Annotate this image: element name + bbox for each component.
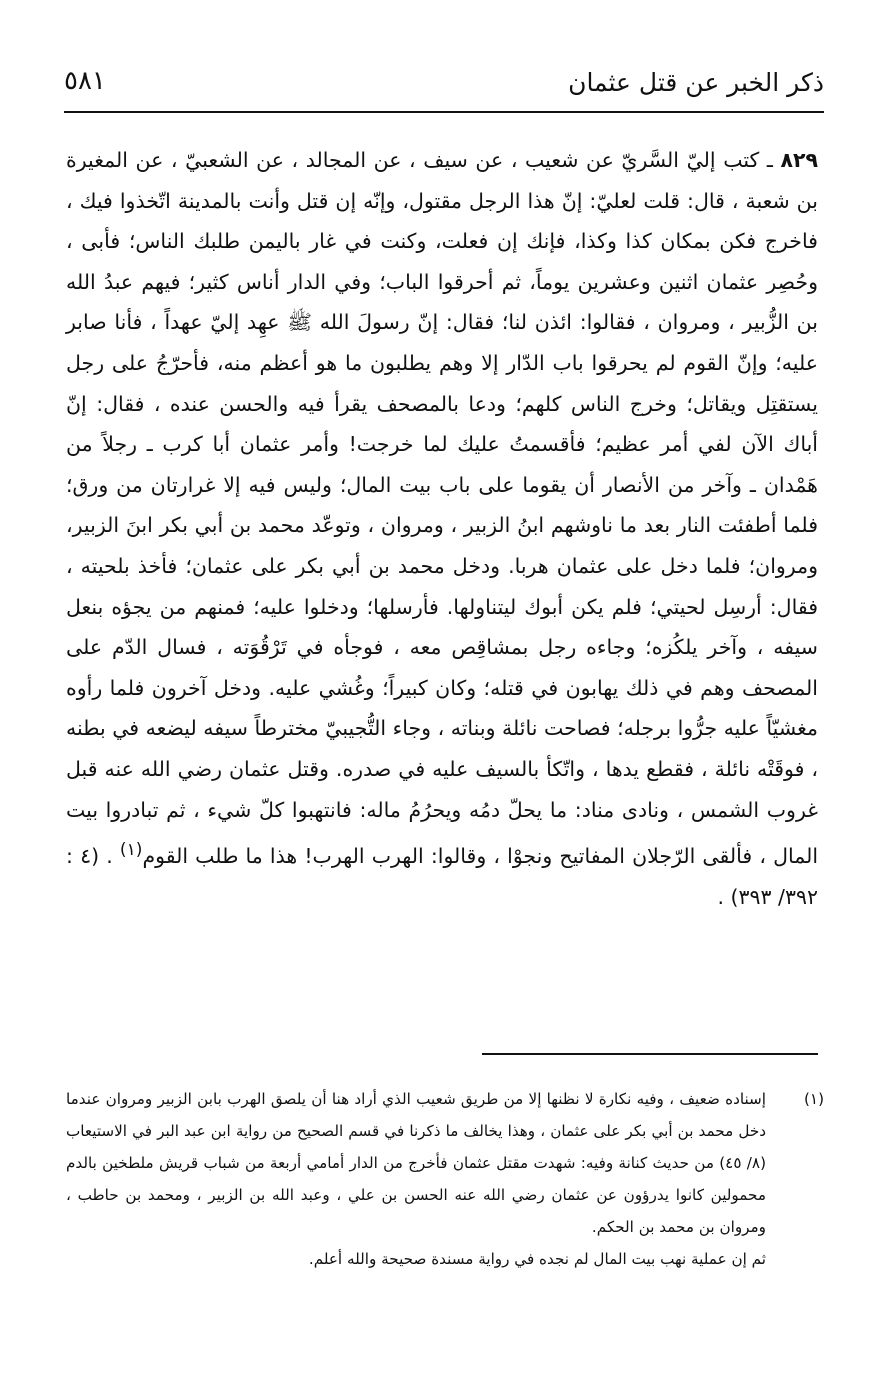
footnote [66,1083,824,1275]
footnote-text-closing: ثم إن عملية نهب بيت المال لم نجده في رواية مسندة صحيحة والله أعلم. [308,1250,766,1268]
page-header [64,62,824,110]
header-rule [64,111,824,113]
footnote-marker: (١) [803,1090,824,1108]
footnote-text: إسناده ضعيف ، وفيه نكارة لا نظنها إلا من طريق شعيب الذي أراد هنا أن يلصق الهرب بابن الزبير ومروان عندما دخل محمد بن أبي بكر على عثمان ، وهذا يخالف ما ذكرنا في قسم الصحيح من رواية ابن عبد البر في الاستيعاب (٨/ ٤٥) من حديث كنانة وفيه: شهدت مقتل عثمان فأخرج من الدار أمامي أربعة من شباب قريش ملطخين بالدم محمولين كانوا يدرؤون عن عثمان رضي الله عنه الحسن بن علي ، وعبد الله بن الزبير ، ومحمد بن حاطب ، ومروان بن محمد بن الحكم. [66,1090,766,1236]
narration-number: ٨٢٩ [780,148,818,172]
running-title: ذكر الخبر عن قتل عثمان [568,68,824,97]
footnote-rule [482,1053,818,1055]
narration-paragraph [66,140,818,917]
footnote-body [66,1083,766,1275]
footnote-reference: (١) [119,840,143,861]
narration-block [66,140,818,917]
source-citation: . (٤ : ٣٩٢/ ٣٩٣) . [66,843,818,909]
narration-text: ـ كتب إليّ السَّريّ عن شعيب ، عن سيف ، عن المجالد ، عن الشعبيّ ، عن المغيرة بن شعبة ، قال: قلت لعليّ: إنّ هذا الرجل مقتول، وإنّه إن قتل وأنت بالمدينة اتّخذوا فيك ، فاخرج فكن بمكان كذا وكذا، فإنك إن فعلت، وكنت في غار باليمن طلبك الناس؛ فأبى ، وحُصِر عثمان اثنين وعشرين يوماً، ثم أحرقوا الباب؛ وفي الدار أناس كثير؛ فيهم عبدُ الله بن الزُّبير ، ومروان ، فقالوا: ائذن لنا؛ فقال: إنّ رسولَ الله ﷺ عهِد إليّ عهداً ، فأنا صابر عليه؛ وإنّ القوم لم يحرقوا باب الدّار إلا وهم يطلبون ما هو أعظم منه، فأحرّجُ على رجل يستقتِل ويقاتل؛ وخرج الناس كلهم؛ ودعا بالمصحف يقرأ فيه والحسن عنده ، فقال: إنّ أباك الآن لفي أمر عظيم؛ فأقسمتُ عليك لما خرجت! وأمر عثمان أبا كرب ـ رجلاً من هَمْدان ـ وآخر من الأنصار أن يقوما على باب بيت المال؛ وليس فيه إلا غرارتان من ورق؛ فلما أطفئت النار بعد ما ناوشهم ابنُ الزبير ، ومروان ، وتوعّد محمد بن أبي بكر ابنَ الزبير، ومروان؛ فلما دخل على عثمان هربا. ودخل محمد بن أبي بكر على عثمان؛ فأخذ بلحيته ، فقال: أرسِل لحيتي؛ فلم يكن أبوك ليتناولها. فأرسلها؛ ودخلوا عليه؛ فمنهم من يجؤه بنعل سيفه ، وآخر يلكُزه؛ وجاءه رجل بمشاقِص معه ، فوجأه في تَرْقُوَته ، فسال الدّم على المصحف وهم في ذلك يهابون في قتله؛ وكان كبيراً؛ وغُشي عليه. ودخل آخرون فلما رأوه مغشيّاً عليه جرُّوا برجله؛ فصاحت نائلة وبناته ، وجاء التُّجيبيّ مخترطاً سيفه ليضعه في بطنه ، فوقَتْه نائلة ، فقطع يدها ، واتّكأ بالسيف عليه في صدره. وقتل عثمان رضي الله عنه قبل غروب الشمس ، ونادى مناد: ما يحلّ دمُه ويحرُمُ ماله: فانتهبوا كلّ شيء ، ثم تبادروا بيت المال ، فألقى الرّجلان المفاتيح ونجوْا ، وقالوا: الهرب الهرب! هذا ما طلب القوم [66,148,819,868]
page-number: ٥٨١ [64,66,106,96]
footnotes-block [66,1083,824,1275]
